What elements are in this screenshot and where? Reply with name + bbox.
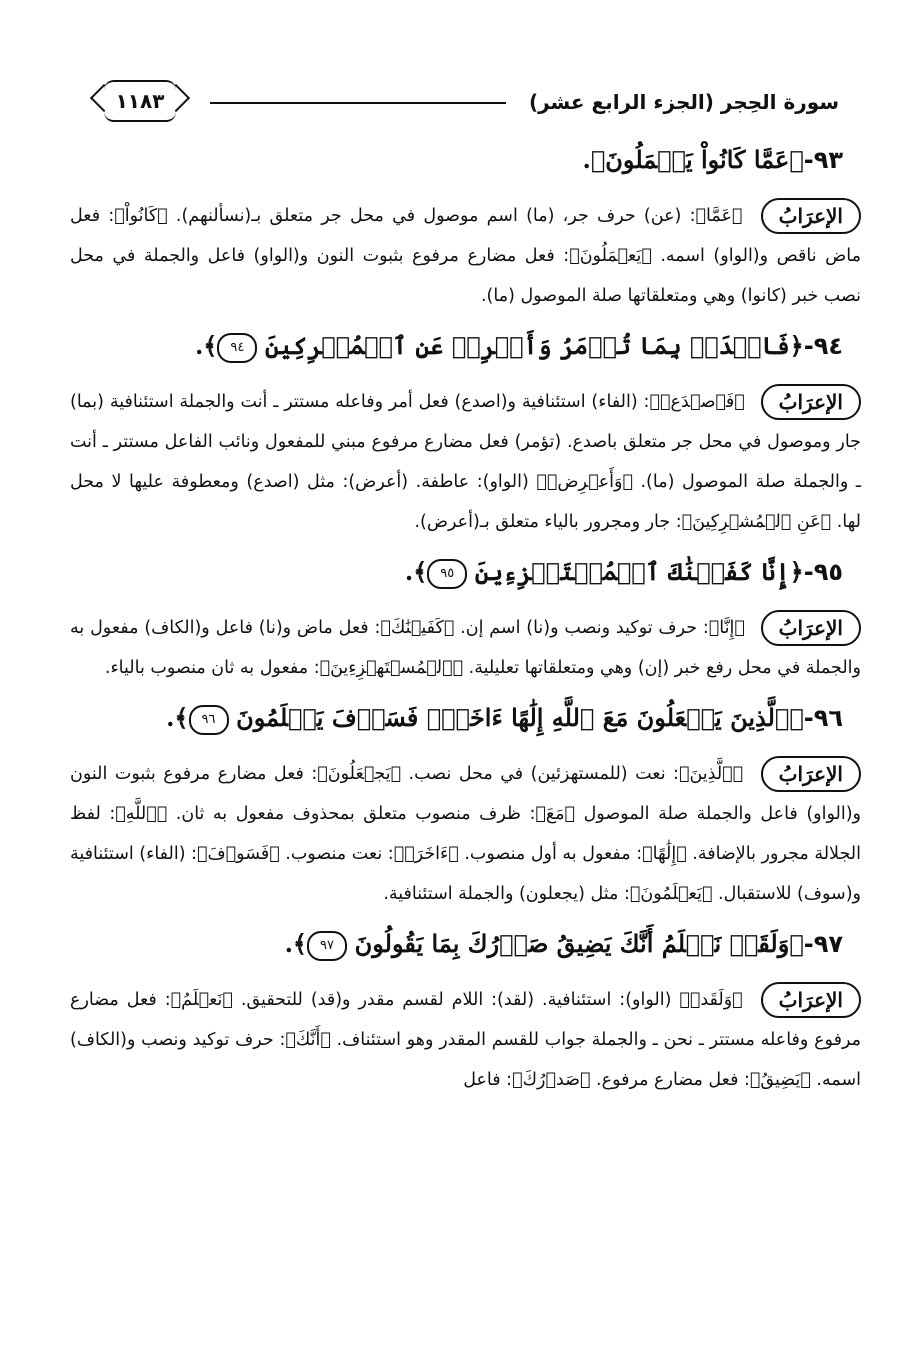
verse-number: ٩٧- [803,930,843,958]
ayah-number-mark: ٩٧ [307,931,347,961]
verse-95: ٩٥-﴿إِنَّا كَفَيۡنَٰكَ ٱلۡمُسۡتَهۡزِءِينَ ٩٥﴾. [70,552,843,592]
sura-title: سورة الحِجر (الجزء الرابع عشر) [528,90,839,114]
irab-93 [70,196,861,316]
verse-94: ٩٤-﴿فَاصۡدَعۡ بِمَا تُؤۡمَرُ وَأَعۡرِضۡ عَنِ ٱلۡمُشۡرِكِينَ ٩٤﴾. [70,326,843,366]
irab-text: ﴿فَٱصۡدَعۡ﴾: (الفاء) استئنافية و(اصدع) فعل أمر وفاعله مستتر ـ أنت والجملة استئنافية (بما) جار وموصول في محل جر متعلق باصدع. (تؤمر) فعل مضارع مرفوع مبني للمفعول ونائب الفاعل مستتر ـ أنت ـ والجملة صلة الموصول (ما). ﴿وَأَعۡرِضۡ﴾ (الواو): عاطفة. (أعرض): مثل (اصدع) ومعطوفة عليها لا محل لها. ﴿عَنِ ٱلۡمُشۡرِكِينَ﴾: جار ومجرور بالياء متعلق بـ(أعرض). [70,392,861,532]
irab-97 [70,980,861,1100]
irab-label: الإعرَابُ [761,610,861,646]
page-header [70,58,861,118]
verse-text: ﴿وَلَقَدۡ نَعۡلَمُ أَنَّكَ يَضِيقُ صَدۡرُكَ بِمَا يَقُولُونَ [354,929,804,958]
irab-text: ﴿ٱلَّذِينَ﴾: نعت (للمستهزئين) في محل نصب. ﴿يَجۡعَلُونَ﴾: فعل مضارع مرفوع بثبوت النون و(الواو) فاعل والجملة صلة الموصول ﴿مَعَ﴾: ظرف منصوب متعلق بمحذوف مفعول به ثان. ﴿ٱللَّهِ﴾: لفظ الجلالة مجرور بالإضافة. ﴿إِلَٰهًا﴾: مفعول به أول منصوب. ﴿ءَاخَرَۚ﴾: نعت منصوب. ﴿فَسَوۡفَ﴾: (الفاء) استئنافية و(سوف) للاستقبال. ﴿يَعۡلَمُونَ﴾: مثل (يجعلون) والجملة استئنافية. [70,764,861,904]
irab-label: الإعرَابُ [761,982,861,1018]
verse-number: ٩٣- [803,146,843,174]
verse-number: ٩٤- [803,332,843,360]
verse-96: ٩٦-﴿ٱلَّذِينَ يَجۡعَلُونَ مَعَ ٱللَّهِ إِلَٰهًا ءَاخَرَۚ فَسَوۡفَ يَعۡلَمُونَ ٩٦﴾. [70,698,843,738]
verse-97: ٩٧-﴿وَلَقَدۡ نَعۡلَمُ أَنَّكَ يَضِيقُ صَدۡرُكَ بِمَا يَقُولُونَ ٩٧﴾. [70,924,843,964]
ayah-number-mark: ٩٦ [189,705,229,735]
page-number: ١١٨٣ [104,80,176,122]
irab-label: الإعرَابُ [761,756,861,792]
irab-95 [70,608,861,688]
ayah-number-mark: ٩٥ [427,559,467,589]
verse-text: ﴿ٱلَّذِينَ يَجۡعَلُونَ مَعَ ٱللَّهِ إِلَٰهًا ءَاخَرَۚ فَسَوۡفَ يَعۡلَمُونَ [236,703,804,732]
ayah-number-mark: ٩٤ [217,333,257,363]
verse-number: ٩٦- [803,704,843,732]
irab-label: الإعرَابُ [761,384,861,420]
verse-text: ﴿فَاصۡدَعۡ بِمَا تُؤۡمَرُ وَأَعۡرِضۡ عَنِ ٱلۡمُشۡرِكِينَ [265,331,804,360]
verse-text: ﴿إِنَّا كَفَيۡنَٰكَ ٱلۡمُسۡتَهۡزِءِينَ [474,557,804,586]
irab-96 [70,754,861,914]
header-rule [210,102,506,104]
irab-label: الإعرَابُ [761,198,861,234]
irab-text: ﴿إِنَّا﴾: حرف توكيد ونصب و(نا) اسم إن. ﴿كَفَيۡنَٰكَ﴾: فعل ماض و(نا) فاعل و(الكاف) مفعول به والجملة في محل رفع خبر (إن) وهي ومتعلقاتها تعليلية. ﴿ٱلۡمُسۡتَهۡزِءِينَ﴾: مفعول به ثان منصوب بالياء. [70,618,861,678]
irab-94 [70,382,861,542]
verse-text: ﴿عَمَّا كَانُواْ يَعۡمَلُونَ﴾. [582,145,804,174]
irab-text: ﴿وَلَقَدۡ﴾ (الواو): استئنافية. (لقد): اللام لقسم مقدر و(قد) للتحقيق. ﴿نَعۡلَمُ﴾: فعل مضارع مرفوع وفاعله مستتر ـ نحن ـ والجملة جواب للقسم المقدر وهو استئناف. ﴿أَنَّكَ﴾: حرف توكيد ونصب و(الكاف) اسمه. ﴿يَضِيقُ﴾: فعل مضارع مرفوع. ﴿صَدۡرُكَ﴾: فاعل [70,990,861,1090]
page-content [70,140,861,1100]
verse-number: ٩٥- [803,558,843,586]
irab-text: ﴿عَمَّا﴾: (عن) حرف جر، (ما) اسم موصول في محل جر متعلق بـ(نسألنهم). ﴿كَانُواْ﴾: فعل ماض ناقص و(الواو) اسمه. ﴿يَعۡمَلُونَ﴾: فعل مضارع مرفوع بثبوت النون و(الواو) فاعل والجملة في محل نصب خبر (كانوا) وهي ومتعلقاتها صلة الموصول (ما). [70,206,861,306]
verse-93 [70,140,843,180]
